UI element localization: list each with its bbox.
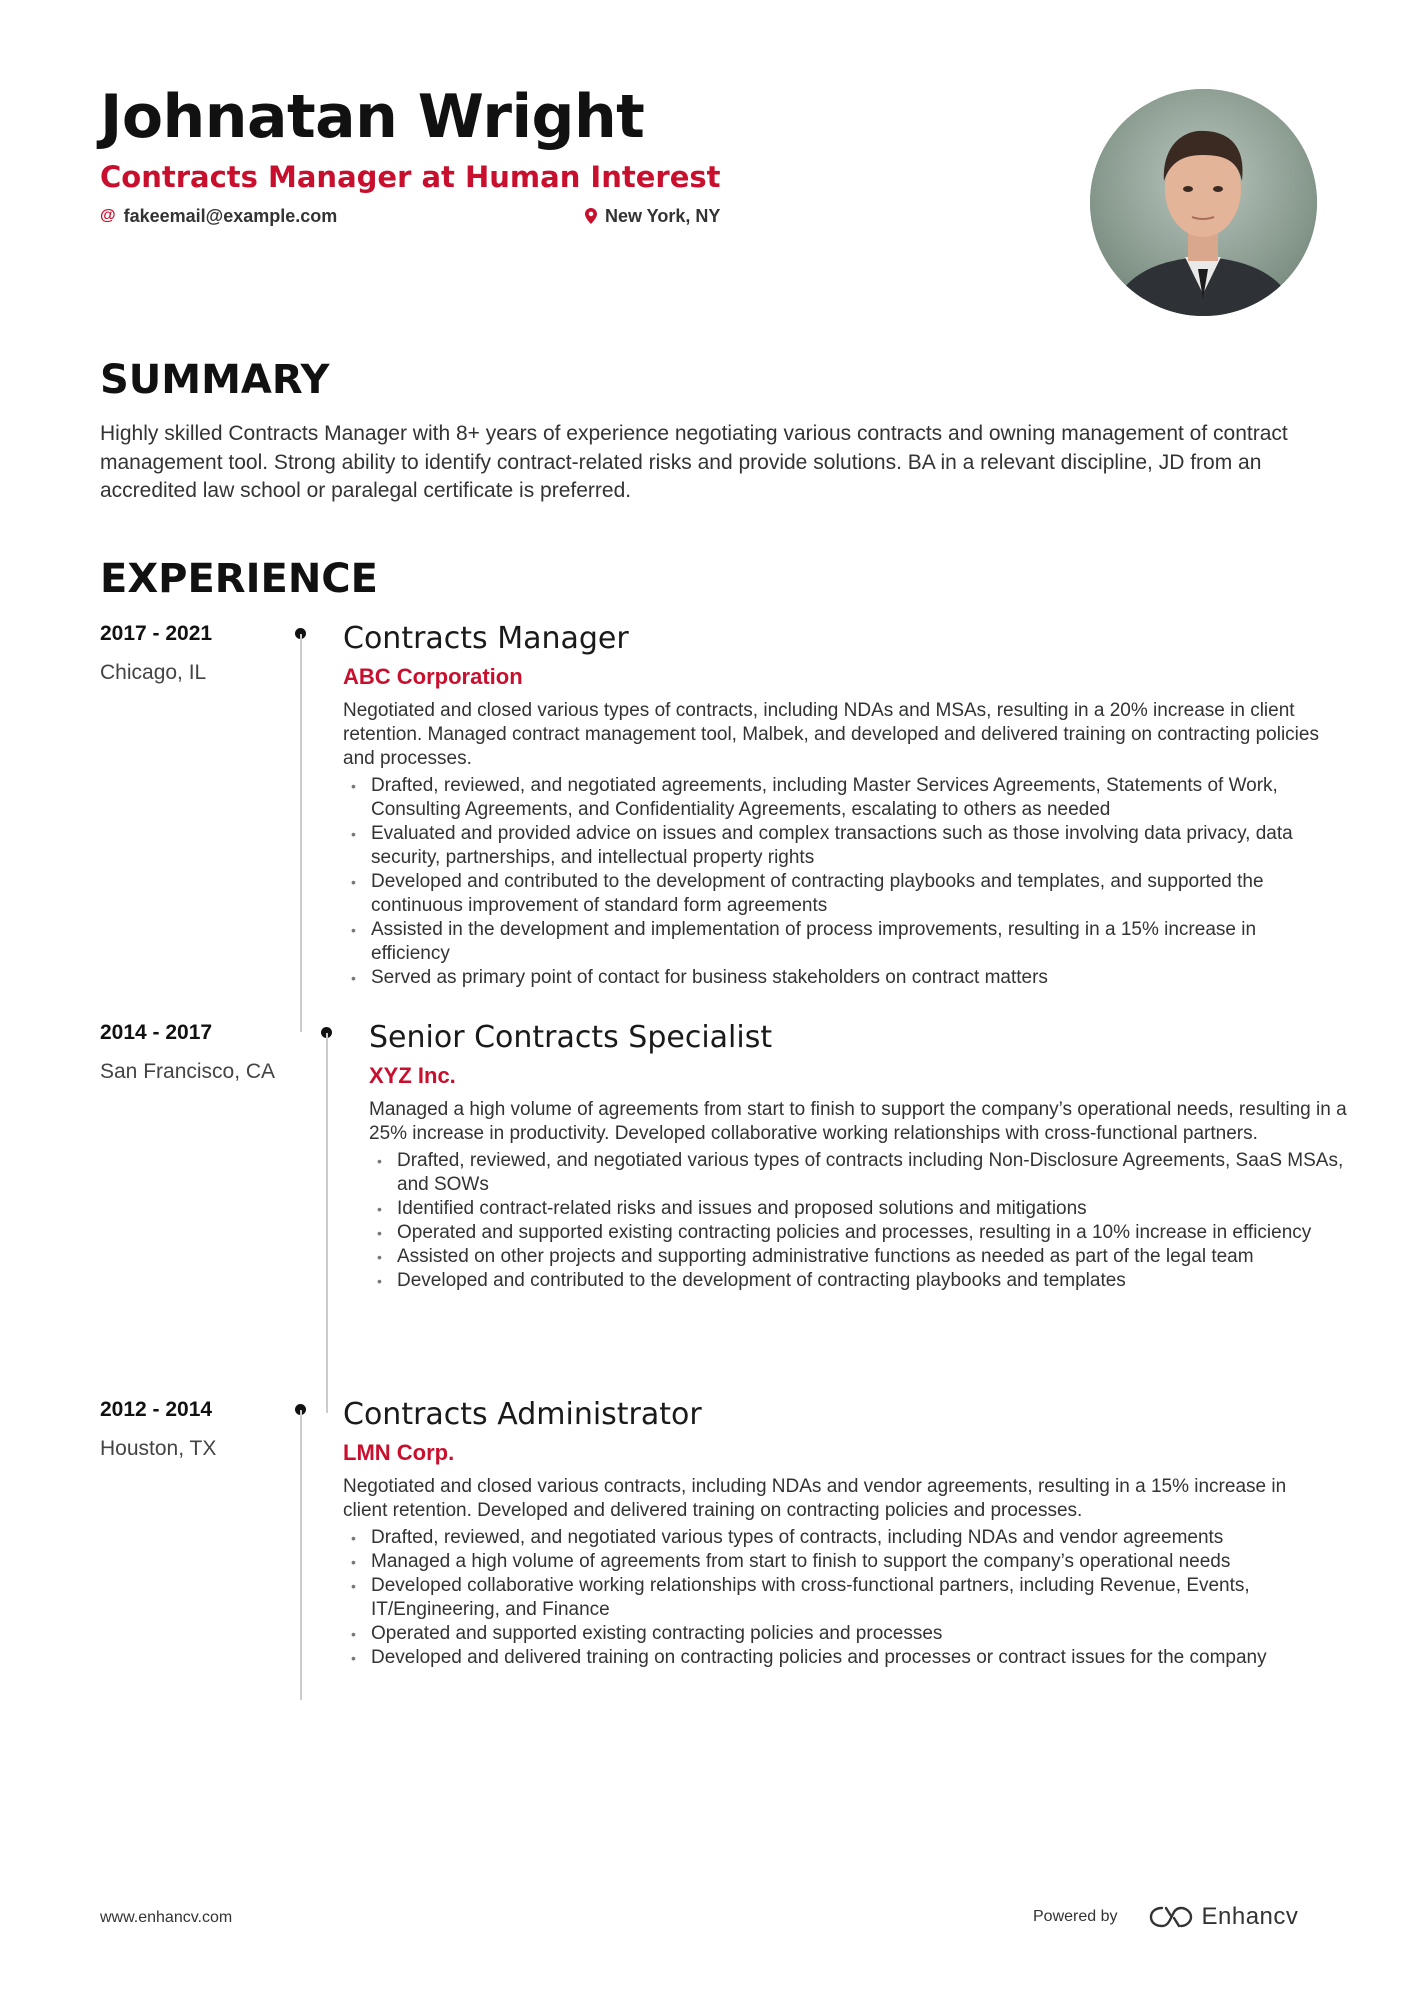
bullet-icon: • bbox=[351, 922, 356, 938]
bullet-item: • Operated and supported existing contracting policies and processes, resulting in a 10% increase in efficiency bbox=[377, 1222, 1312, 1243]
bullet-item: • Identified contract-related risks and issues and proposed solutions and mitigations bbox=[377, 1198, 1087, 1219]
experience-company[interactable]: XYZ Inc. bbox=[369, 1063, 456, 1088]
experience-content bbox=[343, 620, 1323, 990]
contact-location bbox=[585, 203, 720, 229]
experience-location: Houston, TX bbox=[100, 1437, 217, 1460]
bullet-icon: • bbox=[377, 1225, 382, 1241]
experience-bullets bbox=[343, 774, 1323, 990]
experience-dates: 2014 - 2017 bbox=[100, 1021, 213, 1044]
summary-heading: SUMMARY bbox=[100, 357, 330, 403]
bullet-item: • Managed a high volume of agreements from start to finish to support the company’s operational needs bbox=[351, 1551, 1231, 1572]
contact-email[interactable] bbox=[100, 203, 337, 229]
enhancv-logo[interactable] bbox=[1148, 1903, 1299, 1931]
footer-branding[interactable] bbox=[1033, 1899, 1298, 1935]
bullet-item: • Assisted on other projects and supporting administrative functions as needed as part of the legal team bbox=[377, 1246, 1254, 1267]
at-icon: @ bbox=[100, 207, 116, 224]
bullet-item: • Developed collaborative working relationships with cross-functional partners, including Revenue, Events, IT/Engineering, and Finance bbox=[351, 1575, 1250, 1620]
experience-role: Contracts Administrator bbox=[343, 1397, 702, 1432]
experience-description: Negotiated and closed various contracts, including NDAs and vendor agreements, resulting in a 15% increase in client retention. Developed and delivered training on contracting policies and processes. bbox=[343, 1476, 1287, 1521]
bullet-item: • Developed and contributed to the development of contracting playbooks and templates, and supported the continuous improvement of standard form agreements bbox=[351, 871, 1264, 916]
summary-text: Highly skilled Contracts Manager with 8+ years of experience negotiating various contracts and owning management of contract management tool. Strong ability to identify contract-related risks and provide solutions. BA in a relevant discipline, JD from an accredited law school or paralegal certificate is preferred. bbox=[100, 422, 1288, 502]
experience-company[interactable]: LMN Corp. bbox=[343, 1440, 455, 1465]
experience-role: Senior Contracts Specialist bbox=[369, 1020, 773, 1055]
timeline-line bbox=[300, 1410, 302, 1700]
headline: Contracts Manager at Human Interest bbox=[100, 160, 721, 194]
bullet-icon: • bbox=[351, 826, 356, 842]
experience-location: San Francisco, CA bbox=[100, 1060, 276, 1083]
bullet-icon: • bbox=[351, 970, 356, 986]
bullet-icon: • bbox=[351, 1530, 356, 1546]
bullet-item: • Drafted, reviewed, and negotiated various types of contracts, including NDAs and vendor agreements bbox=[351, 1527, 1224, 1548]
bullet-icon: • bbox=[351, 1578, 356, 1594]
candidate-name: Johnatan Wright bbox=[100, 82, 645, 152]
footer-website[interactable]: www.enhancv.com bbox=[100, 1909, 233, 1926]
experience-heading: EXPERIENCE bbox=[100, 556, 378, 602]
bullet-item: • Drafted, reviewed, and negotiated various types of contracts including Non-Disclosure Agreements, SaaS MSAs, and SOWs bbox=[377, 1150, 1344, 1195]
bullet-item: • Assisted in the development and implementation of process improvements, resulting in a 15% increase in efficiency bbox=[351, 919, 1257, 964]
enhancv-logo-icon bbox=[1148, 1904, 1194, 1930]
bullet-icon: • bbox=[377, 1249, 382, 1265]
experience-description: Negotiated and closed various types of contracts, including NDAs and MSAs, resulting in a 20% increase in client retention. Managed contract management tool, Malbek, and developed and delivered training on contracting policies and processes. bbox=[343, 700, 1319, 769]
bullet-icon: • bbox=[377, 1201, 382, 1217]
experience-dates: 2017 - 2021 bbox=[100, 622, 213, 645]
bullet-icon: • bbox=[351, 1626, 356, 1642]
bullet-item: • Served as primary point of contact for business stakeholders on contract matters bbox=[351, 967, 1048, 988]
experience-description: Managed a high volume of agreements from start to finish to support the company’s operational needs, resulting in a 25% increase in productivity. Developed collaborative working relationships with cross-functional partners. bbox=[369, 1099, 1347, 1144]
brand-name: Enhancv bbox=[1201, 1903, 1299, 1930]
bullet-icon: • bbox=[351, 874, 356, 890]
bullet-item: • Drafted, reviewed, and negotiated agreements, including Master Services Agreements, Statements of Work, Consulting Agreements, and Confidentiality Agreements, escalating to others as needed bbox=[351, 775, 1278, 820]
experience-content bbox=[369, 1019, 1349, 1293]
bullet-item: • Developed and delivered training on contracting policies and processes or contract issues for the company bbox=[351, 1647, 1267, 1668]
experience-role: Contracts Manager bbox=[343, 621, 629, 656]
timeline-line bbox=[300, 634, 302, 1032]
experience-bullets bbox=[369, 1149, 1349, 1293]
experience-content bbox=[343, 1396, 1323, 1670]
bullet-icon: • bbox=[377, 1273, 382, 1289]
map-pin-icon bbox=[585, 208, 597, 224]
experience-bullets bbox=[343, 1526, 1323, 1670]
bullet-icon: • bbox=[377, 1153, 382, 1169]
bullet-item: • Developed and contributed to the development of contracting playbooks and templates bbox=[377, 1270, 1126, 1291]
bullet-item: • Evaluated and provided advice on issues and complex transactions such as those involving data privacy, data security, partnerships, and intellectual property rights bbox=[351, 823, 1293, 868]
bullet-item: • Operated and supported existing contracting policies and processes bbox=[351, 1623, 943, 1644]
location-text: New York, NY bbox=[605, 205, 721, 226]
experience-dates: 2012 - 2014 bbox=[100, 1398, 213, 1421]
profile-photo bbox=[1090, 89, 1317, 316]
powered-by-text: Powered by bbox=[1033, 1908, 1118, 1925]
bullet-icon: • bbox=[351, 778, 356, 794]
email-text: fakeemail@example.com bbox=[123, 205, 338, 226]
bullet-icon: • bbox=[351, 1554, 356, 1570]
experience-location: Chicago, IL bbox=[100, 661, 207, 684]
bullet-icon: • bbox=[351, 1650, 356, 1666]
experience-company[interactable]: ABC Corporation bbox=[343, 664, 523, 689]
timeline-line bbox=[326, 1033, 328, 1413]
